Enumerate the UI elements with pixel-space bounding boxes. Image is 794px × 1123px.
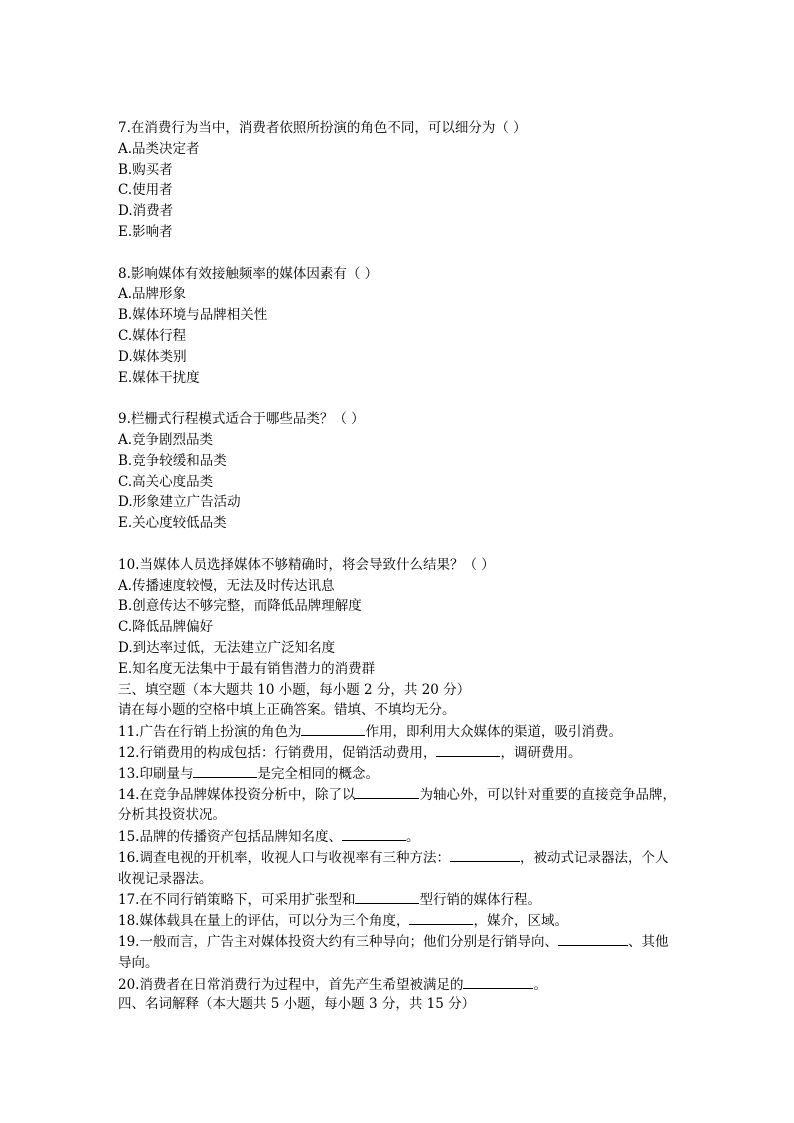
question-stem: 8.影响媒体有效接触频率的媒体因素有（ ） — [118, 265, 379, 282]
question-text: 是完全相同的概念。 — [257, 765, 379, 782]
option: D.消费者 — [118, 203, 174, 220]
option: A.传播速度较慢，无法及时传达讯息 — [118, 577, 335, 594]
fill-question — [118, 974, 680, 995]
fill-question — [118, 784, 680, 827]
spacer — [118, 243, 680, 264]
answer-blank — [355, 889, 419, 904]
option: E.影响者 — [118, 223, 173, 240]
fill-question — [118, 742, 680, 763]
answer-blank — [558, 931, 628, 946]
fill-question — [118, 847, 680, 890]
option: A.品牌形象 — [118, 286, 187, 303]
option: B.创意传达不够完整，而降低品牌理解度 — [118, 598, 362, 615]
question-text: 18.媒体载具在量上的评估，可以分为三个角度， — [118, 913, 410, 930]
question-text: 为轴心外，可以针对重要的直接竞争品牌，分析其投资状况。 — [118, 786, 676, 824]
answer-blank — [301, 721, 365, 736]
answer-blank — [409, 910, 473, 925]
question-text: ，媒介，区域。 — [473, 913, 568, 930]
fill-question — [118, 931, 680, 974]
question-text: 14.在竞争品牌媒体投资分析中，除了以 — [118, 786, 356, 803]
answer-blank — [463, 974, 533, 989]
option: C.使用者 — [118, 182, 173, 199]
question-stem: 10.当媒体人员选择媒体不够精确时，将会导致什么结果？（ ） — [118, 556, 495, 573]
fill-question — [118, 910, 680, 931]
question-text: 。 — [405, 829, 420, 846]
option: B.竞争较缓和品类 — [118, 452, 227, 469]
option: D.到达率过低，无法建立广泛知名度 — [118, 639, 336, 656]
option: C.降低品牌偏好 — [118, 619, 214, 636]
question-text: 13.印刷量与 — [118, 765, 194, 782]
document-page — [118, 118, 680, 1015]
option: D.媒体类别 — [118, 348, 187, 365]
option: A.品类决定者 — [118, 140, 200, 157]
question-text: 11.广告在行销上扮演的角色为 — [118, 724, 302, 741]
question-text: 17.在不同行销策略下，可采用扩张型和 — [118, 892, 356, 909]
section-instruction: 请在每小题的空格中填上正确答案。错填、不填均无分。 — [118, 702, 456, 719]
answer-blank — [436, 742, 500, 757]
fill-question — [118, 721, 680, 742]
question-stem: 7.在消费行为当中，消费者依照所扮演的角色不同，可以细分为（ ） — [118, 120, 527, 136]
option: C.媒体行程 — [118, 327, 187, 344]
option: E.媒体干扰度 — [118, 369, 200, 386]
spacer — [118, 534, 680, 555]
fill-question — [118, 763, 680, 784]
question-stem: 9.栏栅式行程模式适合于哪些品类？（ ） — [118, 411, 365, 428]
option: E.知名度无法集中于最有销售潜力的消费群 — [118, 660, 376, 677]
question-text: 19.一般而言，广告主对媒体投资大约有三种导向；他们分别是行销导向、 — [118, 934, 558, 951]
fill-question — [118, 889, 680, 910]
option: B.媒体环境与品牌相关性 — [118, 307, 268, 324]
section-title: 四、名词解释（本大题共 5 小题，每小题 3 分，共 15 分） — [118, 996, 476, 1013]
fill-question — [118, 826, 680, 847]
answer-blank — [342, 826, 406, 841]
question-text: ，被动式记录器法，个人收视记录器法。 — [118, 849, 669, 887]
spacer — [118, 388, 680, 409]
question-text: ，调研费用。 — [500, 744, 582, 761]
question-text: 16.调查电视的开机率，收视人口与收视率有三种方法： — [118, 849, 450, 866]
answer-blank — [355, 784, 419, 799]
answer-blank — [193, 763, 257, 778]
question-text: 、其他导向。 — [118, 934, 669, 971]
option: A.竞争剧烈品类 — [118, 431, 214, 448]
option: D.形象建立广告活动 — [118, 494, 241, 511]
section-title: 三、填空题（本大题共 10 小题，每小题 2 分，共 20 分） — [118, 681, 471, 698]
question-text: 。 — [533, 976, 547, 993]
option: C.高关心度品类 — [118, 473, 214, 490]
question-text: 20.消费者在日常消费行为过程中，首先产生希望被满足的 — [118, 976, 464, 993]
question-text: 15.品牌的传播资产包括品牌知名度、 — [118, 829, 342, 846]
question-text: 作用，即利用大众媒体的渠道，吸引消费。 — [365, 724, 622, 741]
answer-blank — [450, 847, 520, 862]
option: E.关心度较低品类 — [118, 515, 227, 532]
question-text: 型行销的媒体行程。 — [419, 892, 541, 909]
option: B.购买者 — [118, 161, 173, 178]
question-text: 12.行销费用的构成包括：行销费用，促销活动费用， — [118, 744, 437, 761]
